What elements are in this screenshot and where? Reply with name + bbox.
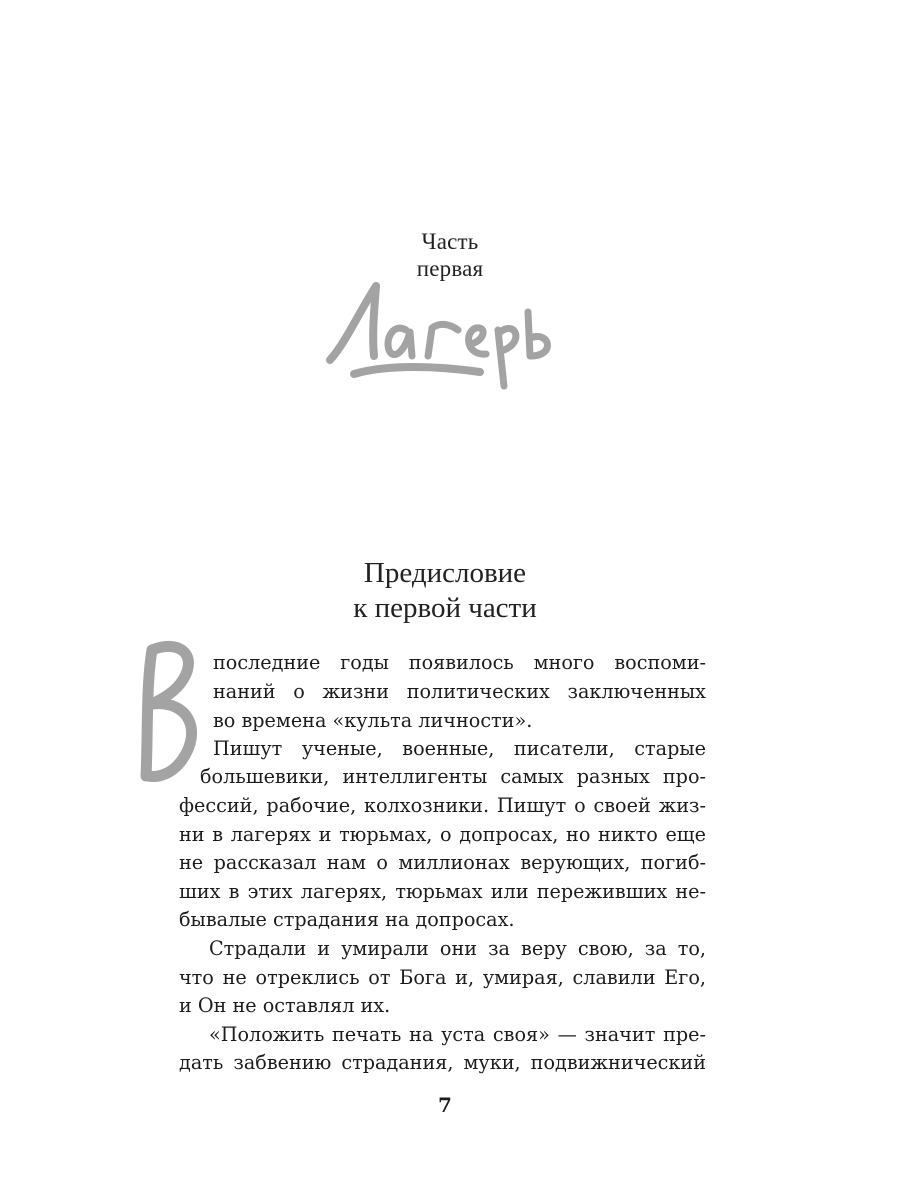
chapter-heading-line2: к первой части [353,592,537,624]
drop-cap-brush-svg [128,636,208,786]
part-label-line2: первая [416,256,484,281]
part-title-brush-svg [318,272,568,397]
body-line-8: не рассказал нам о миллионах верующих, погиб- [179,851,706,874]
body-line-4: Пишут ученые, военные, писатели, старые [213,737,706,760]
body-line-6: фессий, рабочие, колхозники. Пишут о своей жиз- [179,794,706,817]
body-line-11: Страдали и умирали они за веру свою, за то, [209,937,706,960]
body-line-15: дать забвению страдания, муки, подвижнический [179,1051,706,1074]
part-label-line1: Часть [421,229,479,254]
chapter-heading-line1: Предисловие [363,557,527,589]
body-line-2: наний о жизни политических заключенных [213,680,706,703]
body-line-12: что не отреклись от Бога и, умирая, славили Его, [179,966,706,989]
body-line-10: бывалые страдания на допросах. [179,908,515,931]
body-line-7: ни в лагерях и тюрьмах, о допросах, но никто еще [179,823,706,846]
body-line-3: во времена «культа личности». [213,709,533,732]
body-line-13: и Он не оставлял их. [179,994,391,1017]
part-title-lettering [318,272,568,397]
body-line-14: «Положить печать на уста своя» — значит пре- [209,1023,706,1046]
body-line-1: последние годы появилось много воспоми- [213,651,706,674]
page-number: 7 [438,1093,452,1117]
drop-cap [128,636,208,786]
body-line-5: большевики, интеллигенты самых разных про- [200,765,706,788]
body-line-9: ших в этих лагерях, тюрьмах или переживших не- [179,880,706,903]
